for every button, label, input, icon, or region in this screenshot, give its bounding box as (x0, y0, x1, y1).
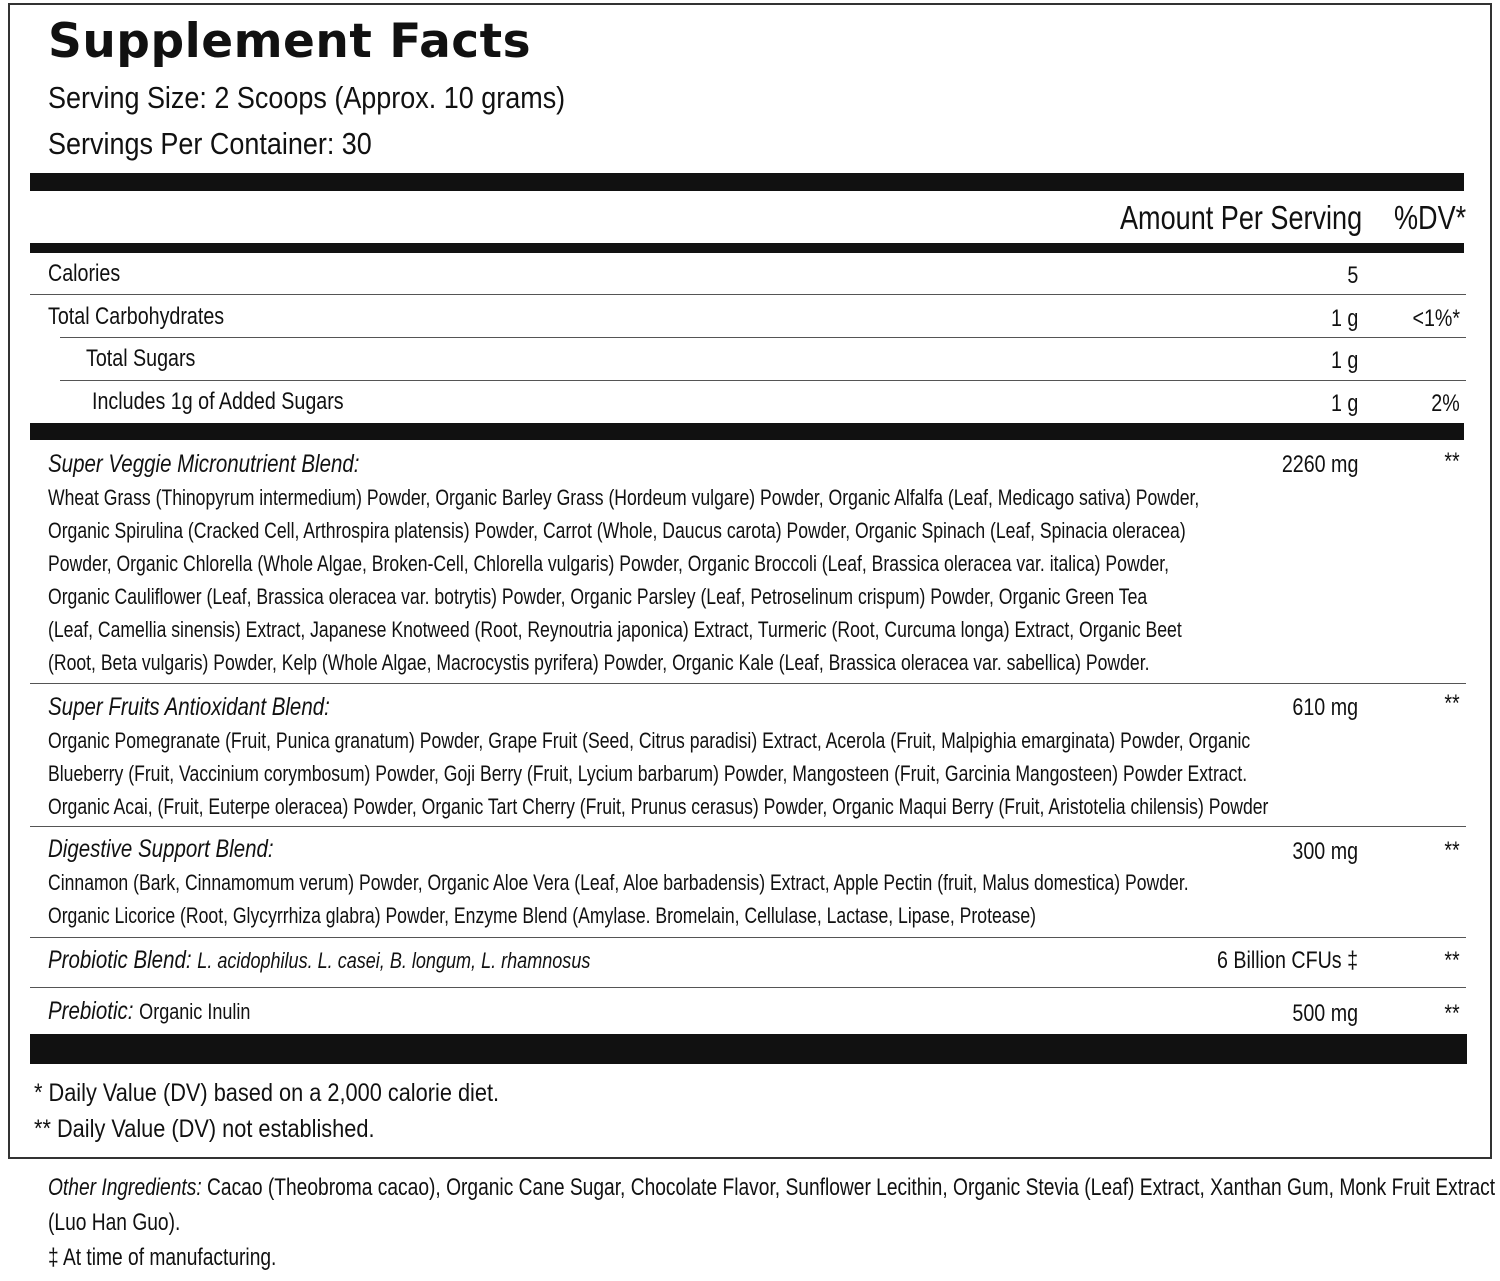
panel-title: Supplement Facts (48, 14, 532, 69)
ingredient-line: Powder, Organic Chlorella (Whole Algae, Broken-Cell, Chlorella vulgaris) Powder, Organic Broccoli (Leaf, Brassica oleracea var. italica) Powder, (48, 551, 1170, 576)
row-divider (30, 937, 1466, 938)
dv-header: %DV* (1394, 199, 1467, 236)
ingredient-line: Cinnamon (Bark, Cinnamomum verum) Powder, Organic Aloe Vera (Leaf, Aloe barbadensis) Extract, Apple Pectin (fruit, Malus domestica) Powder. (48, 870, 1189, 895)
nutrient-label: Total Carbohydrates (48, 303, 225, 330)
blend-dv: ** (1444, 837, 1460, 864)
blend-title: Super Fruits Antioxidant Blend: (48, 693, 330, 721)
other-ingredients-text: Cacao (Theobroma cacao), Organic Cane Sugar, Chocolate Flavor, Sunflower Lecithin, Organic Stevia (Leaf) Extract, Xanthan Gum, Monk Fruit Extract (207, 1174, 1496, 1201)
row-divider (30, 826, 1466, 827)
blend-dv: ** (1444, 1000, 1460, 1027)
ingredient-line: Blueberry (Fruit, Vaccinium corymbosum) Powder, Goji Berry (Fruit, Lycium barbarum) Powder, Mangosteen (Fruit, Garcinia Mangosteen) Powder Extract. (48, 761, 1248, 786)
footnote-not-established: ** Daily Value (DV) not established. (34, 1115, 375, 1143)
blend-amount: 2260 mg (1281, 451, 1358, 478)
bottom-thick-bar (30, 1034, 1467, 1064)
nutrient-dv: 2% (1431, 390, 1460, 417)
blend-title: Digestive Support Blend: (48, 835, 274, 863)
nutrient-dv: <1%* (1412, 305, 1460, 332)
ingredient-line: Organic Licorice (Root, Glycyrrhiza glabra) Powder, Enzyme Blend (Amylase. Bromelain, Cellulase, Lactase, Lipase, Protease) (48, 903, 1036, 928)
row-divider (60, 337, 1466, 338)
blend-text: L. acidophilus. L. casei, B. longum, L. rhamnosus (197, 948, 591, 973)
other-ingredients-title: Other Ingredients: (48, 1174, 202, 1201)
blend-dv: ** (1444, 448, 1460, 475)
serving-size: Serving Size: 2 Scoops (Approx. 10 grams) (48, 80, 566, 115)
blend-amount: 6 Billion CFUs ‡ (1216, 947, 1358, 974)
other-ingredients (48, 1170, 1496, 1275)
blend-text: Organic Inulin (139, 999, 251, 1024)
ingredient-line: Wheat Grass (Thinopyrum intermedium) Powder, Organic Barley Grass (Hordeum vulgare) Powder, Organic Alfalfa (Leaf, Medicago sativa) Powder, (48, 485, 1200, 510)
nutrient-label: Total Sugars (86, 345, 196, 372)
row-divider (30, 294, 1466, 295)
blend-amount: 610 mg (1292, 694, 1358, 721)
amount-per-serving-header: Amount Per Serving (1120, 199, 1363, 236)
blend-line (48, 997, 250, 1026)
ingredient-line: Organic Spirulina (Cracked Cell, Arthrospira platensis) Powder, Carrot (Whole, Daucus carota) Powder, Organic Spinach (Leaf, Spinacia oleracea) (48, 518, 1186, 543)
row-divider (30, 683, 1466, 684)
ingredient-line: Organic Cauliflower (Leaf, Brassica oleracea var. botrytis) Powder, Organic Parsley (Leaf, Petroselinum crispum) Powder, Organic Green Tea (48, 584, 1148, 609)
nutrient-label: Calories (48, 260, 121, 287)
other-ingredients-line (48, 1170, 1496, 1205)
ingredient-line: (Leaf, Camellia sinensis) Extract, Japanese Knotweed (Root, Reynoutria japonica) Extract, Turmeric (Root, Curcuma longa) Extract, Organic Beet (48, 617, 1182, 642)
nutrient-label: Includes 1g of Added Sugars (92, 388, 344, 415)
blend-amount: 500 mg (1292, 1000, 1358, 1027)
blend-ingredients (48, 866, 1208, 932)
blend-title: Super Veggie Micronutrient Blend: (48, 450, 360, 478)
ingredient-line: Organic Acai, (Fruit, Euterpe oleracea) Powder, Organic Tart Cherry (Fruit, Prunus cerasus) Powder, Organic Maqui Berry (Fruit, Aristotelia chilensis) Powder (48, 794, 1269, 819)
thick-divider (30, 423, 1464, 440)
blend-dv: ** (1444, 690, 1460, 717)
blend-title: Prebiotic: (48, 997, 134, 1025)
thick-divider (30, 173, 1464, 191)
nutrient-amount: 1 g (1330, 390, 1358, 417)
nutrient-amount: 5 (1347, 262, 1358, 289)
row-divider (30, 987, 1466, 988)
ingredient-line: Organic Pomegranate (Fruit, Punica granatum) Powder, Grape Fruit (Seed, Citrus paradisi) Extract, Acerola (Fruit, Malpighia emarginata) Powder, Organic (48, 728, 1251, 753)
blend-dv: ** (1444, 947, 1460, 974)
blend-amount: 300 mg (1292, 838, 1358, 865)
footnote-dv: * Daily Value (DV) based on a 2,000 calorie diet. (34, 1079, 500, 1107)
blend-ingredients (48, 724, 1269, 823)
nutrient-amount: 1 g (1330, 347, 1358, 374)
blend-line (48, 946, 590, 975)
manufacturing-note: ‡ At time of manufacturing. (48, 1244, 277, 1271)
other-ingredients-line: (Luo Han Guo). (48, 1209, 181, 1236)
blend-title: Probiotic Blend: (48, 946, 192, 974)
servings-per-container: Servings Per Container: 30 (48, 126, 372, 161)
nutrient-amount: 1 g (1330, 305, 1358, 332)
medium-divider (30, 243, 1464, 253)
row-divider (60, 380, 1466, 381)
ingredient-line: (Root, Beta vulgaris) Powder, Kelp (Whole Algae, Macrocystis pyrifera) Powder, Organic Kale (Leaf, Brassica oleracea var. sabellica) Powder. (48, 650, 1150, 675)
blend-ingredients (48, 481, 1208, 679)
